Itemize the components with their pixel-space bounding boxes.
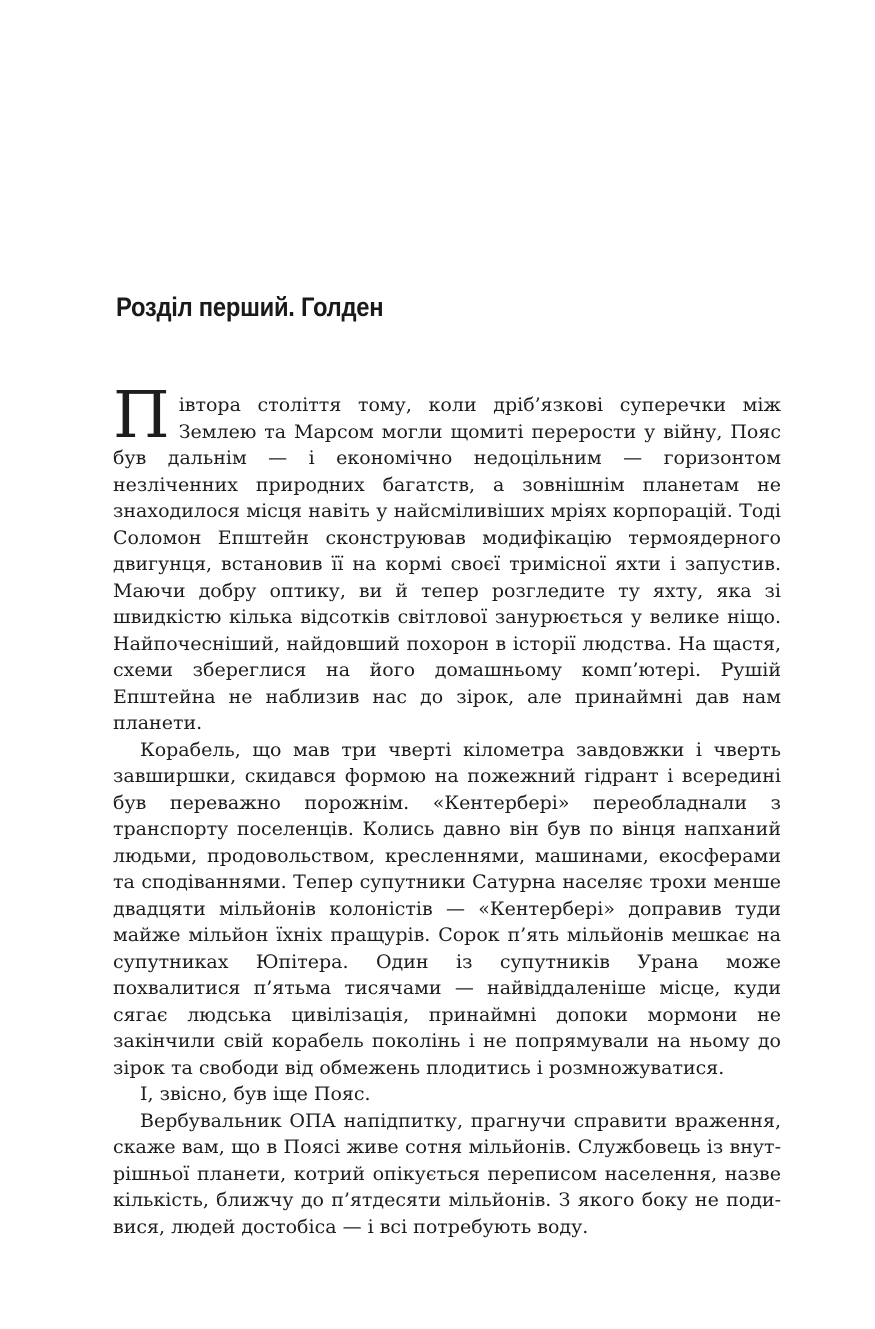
paragraph-3: І, звісно, був іще Пояс.: [140, 1083, 371, 1105]
chapter-title: Розділ перший. Голден: [116, 292, 384, 322]
paragraph-2: Корабель, що мав три чверті кілометра завдовжки і чверть завширшки, скидався формою на пожежний гідрант і всередині був переважно порожнім. «Кентербері» переобладнали з транспорту поселенців. Колись давно він був по вінця напханий людьми, продовольством, кресленнями, машинами, екосферами та сподіваннями. Тепер супутники Сатурна населяє трохи менше двадцяти мільйонів колоністів — «Кентербері» доправив туди майже мільйон їхніх пращурів. Сорок п’ять мільйонів мешкає на супутниках Юпітера. Один із супутників Урана може похвалитися п’ятьма тисячами — найвіддаленіше місце, куди сягає людська цивілізація, принаймні допоки мормони не закінчили свій корабель поколінь і не попрямували на ньому до зірок та свободи від обмежень плодитись і розмножуватися.: [113, 738, 781, 1079]
paragraph-1: [113, 378, 781, 737]
paragraph-4: Вербувальник ОПА напідпитку, прагнучи справити враження, скаже вам, що в Поясі живе сотня мільйонів. Службовець із внутрішньої планети, котрий опікується переписом населення, назве кількість, ближчу до п’ятдесяти мільйонів. З якого боку не подивися, людей достобіса — і всі потребують воду.: [113, 1109, 781, 1238]
paragraph-1-text: івтора століття тому, коли дріб’язкові суперечки між Землею та Марсом могли щомиті перерости у війну, Пояс був дальнім — і економічно недоцільним — горизонтом незліченних природних багатств, а зовнішнім планетам не знаходилося місця навіть у найсміливіших мріях корпорацій. Тоді Соломон Епштейн сконструював модифікацію термоядерного двигунця, встановив її на кормі своєї тримісної яхти і запустив. Маючи добру оптику, ви й тепер розгледите ту яхту, яка зі швидкістю кілька відсотків світлової занурюється у велике ніщо. Найпочесніший, найдовший похорон в історії людства. На щастя, схеми збереглися на його домашньому комп’ютері. Рушій Епштейна не наблизив нас до зірок, але принаймні дав нам планети.: [113, 394, 781, 734]
drop-cap: П: [113, 378, 170, 453]
text-column: [113, 378, 781, 1240]
